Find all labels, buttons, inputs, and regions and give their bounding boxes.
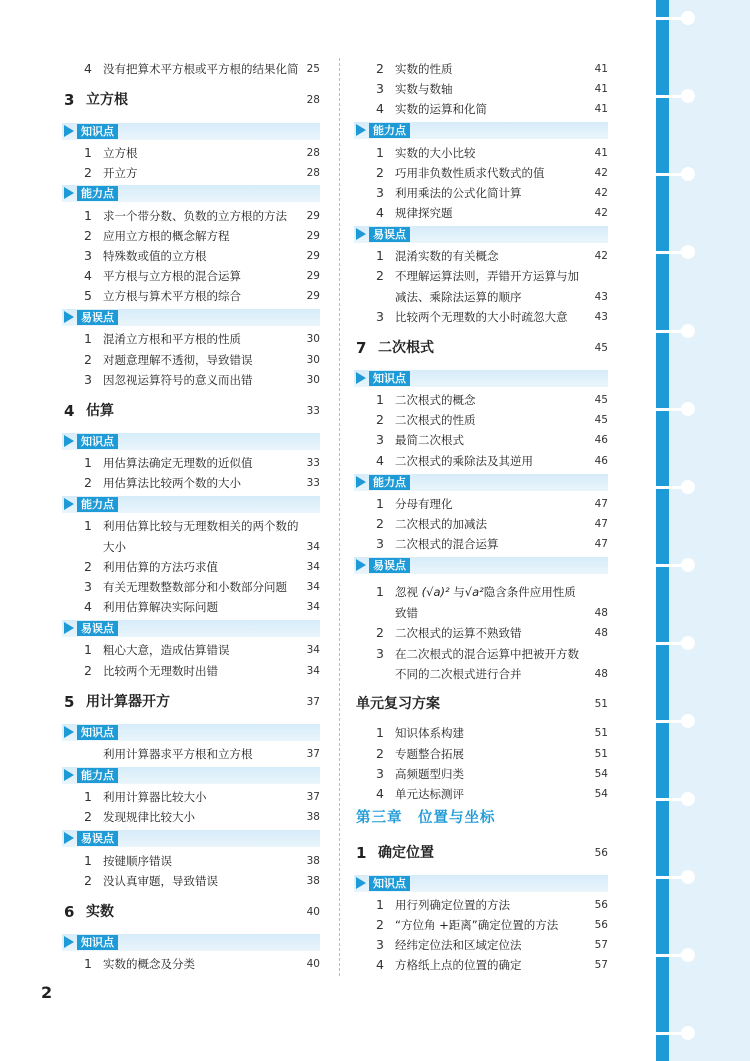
- toc-entry-continued[interactable]: 不同的二次根式进行合并 48: [395, 667, 608, 681]
- section-heading[interactable]: 4 估算 33: [64, 402, 320, 420]
- formula-sqrt-of-a-squared: √a²: [464, 585, 484, 599]
- toc-entry[interactable]: 2 二次根式的加减法 47: [376, 516, 608, 531]
- toc-entry[interactable]: 1 按键顺序错误 38: [84, 853, 320, 868]
- binding-hole-icon: [681, 324, 695, 338]
- toc-entry[interactable]: 2 用估算法比较两个数的大小 33: [84, 475, 320, 490]
- binding-strip: [656, 0, 669, 1061]
- binding-hole-icon: [681, 714, 695, 728]
- error-tag: 易误点: [354, 557, 608, 574]
- chapter-title[interactable]: 第三章 位置与坐标: [356, 810, 496, 826]
- play-arrow-icon: [356, 877, 366, 889]
- toc-entry[interactable]: 1 粗心大意，造成估算错误 34: [84, 642, 320, 657]
- knowledge-tag: 知识点: [62, 433, 320, 450]
- binding-hole-icon: [681, 11, 695, 25]
- toc-entry[interactable]: 2 利用估算的方法巧求值 34: [84, 559, 320, 574]
- binding-hole-icon: [681, 167, 695, 181]
- toc-entry[interactable]: 1 分母有理化 47: [376, 496, 608, 511]
- toc-entry[interactable]: 2 专题整合拓展 51: [376, 746, 608, 761]
- toc-entry[interactable]: 3 利用乘法的公式化简计算 42: [376, 185, 608, 200]
- section-heading[interactable]: 1 确定位置 56: [356, 844, 608, 862]
- play-arrow-icon: [356, 559, 366, 571]
- toc-entry[interactable]: 3 最简二次根式 46: [376, 432, 608, 447]
- toc-entry[interactable]: 3 高频题型归类 54: [376, 766, 608, 781]
- play-arrow-icon: [64, 936, 74, 948]
- toc-entry[interactable]: 2 实数的性质 41: [376, 61, 608, 76]
- knowledge-tag: 知识点: [62, 934, 320, 951]
- play-arrow-icon: [64, 311, 74, 323]
- toc-entry-continued[interactable]: 致错 48: [395, 606, 608, 620]
- error-tag: 易误点: [62, 620, 320, 637]
- toc-entry[interactable]: 2 巧用非负数性质求代数式的值 42: [376, 165, 608, 180]
- toc-entry[interactable]: 5 立方根与算术平方根的综合 29: [84, 288, 320, 303]
- toc-entry[interactable]: 3 有关无理数整数部分和小数部分问题 34: [84, 579, 320, 594]
- error-tag: 易误点: [62, 830, 320, 847]
- toc-entry[interactable]: 2 比较两个无理数时出错 34: [84, 663, 320, 678]
- toc-entry[interactable]: 1 忽视 (√a)² 与√a²隐含条件应用性质: [376, 584, 576, 599]
- binding-hole-icon: [681, 636, 695, 650]
- toc-entry[interactable]: 4 利用估算解决实际问题 34: [84, 599, 320, 614]
- toc-entry[interactable]: 2 开立方 28: [84, 165, 320, 180]
- section-heading[interactable]: 5 用计算器开方 37: [64, 693, 320, 711]
- ability-tag: 能力点: [62, 185, 320, 202]
- knowledge-tag: 知识点: [354, 875, 608, 892]
- error-tag: 易误点: [354, 226, 608, 243]
- play-arrow-icon: [64, 435, 74, 447]
- section-heading[interactable]: 7 二次根式 45: [356, 339, 608, 357]
- toc-entry[interactable]: 3 在二次根式的混合运算中把被开方数: [376, 646, 579, 661]
- page-number: 2: [41, 983, 53, 1002]
- ability-tag: 能力点: [62, 496, 320, 513]
- toc-entry[interactable]: 3 经纬定位法和区域定位法 57: [376, 937, 608, 952]
- toc-entry[interactable]: 2 不理解运算法则，弄错开方运算与加: [376, 268, 579, 283]
- binding-hole-icon: [681, 402, 695, 416]
- ability-tag: 能力点: [354, 122, 608, 139]
- knowledge-tag: 知识点: [62, 123, 320, 140]
- ability-tag: 能力点: [354, 474, 608, 491]
- toc-entry[interactable]: 利用计算器求平方根和立方根 37: [103, 747, 320, 761]
- play-arrow-icon: [64, 726, 74, 738]
- toc-entry[interactable]: 4 平方根与立方根的混合运算 29: [84, 268, 320, 283]
- play-arrow-icon: [64, 622, 74, 634]
- toc-entry[interactable]: 2 “方位角 +距离”确定位置的方法 56: [376, 917, 608, 932]
- play-arrow-icon: [356, 372, 366, 384]
- toc-entry[interactable]: 1 用估算法确定无理数的近似值 33: [84, 455, 320, 470]
- section-heading[interactable]: 3 立方根 28: [64, 91, 320, 109]
- play-arrow-icon: [356, 476, 366, 488]
- toc-entry[interactable]: 2 应用立方根的概念解方程 29: [84, 228, 320, 243]
- binding-hole-icon: [681, 870, 695, 884]
- toc-entry[interactable]: 1 二次根式的概念 45: [376, 392, 608, 407]
- knowledge-tag: 知识点: [354, 370, 608, 387]
- toc-entry-continued[interactable]: 大小 34: [103, 540, 320, 554]
- knowledge-tag: 知识点: [62, 724, 320, 741]
- play-arrow-icon: [64, 187, 74, 199]
- binding-hole-icon: [681, 558, 695, 572]
- play-arrow-icon: [64, 125, 74, 137]
- toc-entry[interactable]: 4 单元达标测评 54: [376, 786, 608, 801]
- toc-entry[interactable]: 4 方格纸上点的位置的确定 57: [376, 957, 608, 972]
- binding-hole-icon: [681, 792, 695, 806]
- toc-entry[interactable]: 4 规律探究题 42: [376, 205, 608, 220]
- toc-entry[interactable]: 2 二次根式的性质 45: [376, 412, 608, 427]
- play-arrow-icon: [64, 498, 74, 510]
- toc-entry[interactable]: 1 混淆立方根和平方根的性质 30: [84, 331, 320, 346]
- toc-entry[interactable]: 1 利用计算器比较大小 37: [84, 789, 320, 804]
- play-arrow-icon: [356, 124, 366, 136]
- error-tag: 易误点: [62, 309, 320, 326]
- toc-entry[interactable]: 4 没有把算术平方根或平方根的结果化简 25: [84, 61, 320, 76]
- toc-entry[interactable]: 4 实数的运算和化简 41: [376, 101, 608, 116]
- play-arrow-icon: [64, 769, 74, 781]
- binding-hole-icon: [681, 245, 695, 259]
- toc-entry[interactable]: 1 混淆实数的有关概念 42: [376, 248, 608, 263]
- toc-entry[interactable]: 1 利用估算比较与无理数相关的两个数的: [84, 518, 299, 533]
- toc-entry[interactable]: 3 特殊数或值的立方根 29: [84, 248, 320, 263]
- toc-entry[interactable]: 1 知识体系构建 51: [376, 725, 608, 740]
- toc-entry[interactable]: 3 比较两个无理数的大小时疏忽大意 43: [376, 309, 608, 324]
- play-arrow-icon: [356, 228, 366, 240]
- binding-hole-icon: [681, 948, 695, 962]
- binding-hole-icon: [681, 1026, 695, 1040]
- toc-entry[interactable]: 1 立方根 28: [84, 145, 320, 160]
- formula-sqrt-a-squared: (√a)²: [421, 585, 450, 599]
- column-divider: [339, 58, 340, 976]
- play-arrow-icon: [64, 832, 74, 844]
- toc-entry[interactable]: 1 实数的大小比较 41: [376, 145, 608, 160]
- toc-entry[interactable]: 3 二次根式的混合运算 47: [376, 536, 608, 551]
- toc-entry[interactable]: 1 用行列确定位置的方法 56: [376, 897, 608, 912]
- toc-entry-continued[interactable]: 减法、乘除法运算的顺序 43: [395, 290, 608, 304]
- toc-entry[interactable]: 4 二次根式的乘除法及其逆用 46: [376, 453, 608, 468]
- toc-entry[interactable]: 2 发现规律比较大小 38: [84, 809, 320, 824]
- toc-entry[interactable]: 1 实数的概念及分类 40: [84, 956, 320, 971]
- toc-entry[interactable]: 2 二次根式的运算不熟致错 48: [376, 625, 608, 640]
- binding-hole-icon: [681, 89, 695, 103]
- toc-entry[interactable]: 2 没认真审题，导致错误 38: [84, 873, 320, 888]
- toc-entry[interactable]: 3 实数与数轴 41: [376, 81, 608, 96]
- section-heading[interactable]: 6 实数 40: [64, 903, 320, 921]
- side-band: [669, 0, 750, 1061]
- toc-entry[interactable]: 2 对题意理解不透彻，导致错误 30: [84, 352, 320, 367]
- toc-entry[interactable]: 3 因忽视运算符号的意义而出错 30: [84, 372, 320, 387]
- toc-entry[interactable]: 1 求一个带分数、负数的立方根的方法 29: [84, 208, 320, 223]
- unit-review-heading[interactable]: 单元复习方案 51: [356, 696, 608, 712]
- binding-hole-icon: [681, 480, 695, 494]
- ability-tag: 能力点: [62, 767, 320, 784]
